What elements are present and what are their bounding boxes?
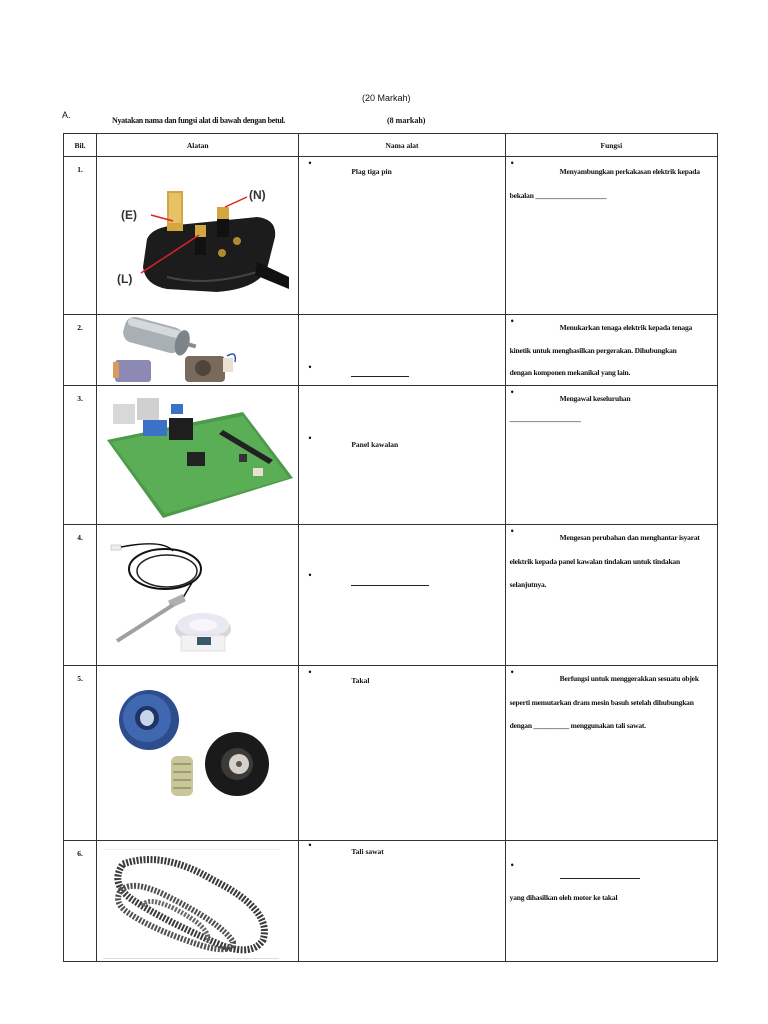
bullet-icon: • [510, 526, 514, 536]
bullet-icon: • [510, 158, 514, 168]
row-number: 1. [77, 165, 83, 174]
tool-name: Panel kawalan [351, 440, 399, 449]
function-text-line: ____________________ [509, 414, 581, 423]
row-number: 6. [77, 849, 83, 858]
table-row [64, 386, 718, 525]
function-text-line: Menyambungkan perkakasan elektrik kepada [559, 167, 700, 176]
function-text-line: kinetik untuk menghasilkan pergerakan. Dihubungkan [509, 346, 677, 355]
function-text-line: Mengesan perubahan dan menghantar isyarat [559, 533, 700, 542]
bullet-icon: • [308, 158, 312, 168]
electric-motors-image [103, 316, 253, 384]
function-text-line: elektrik kepada panel kawalan tindakan untuk tindakan [509, 557, 680, 566]
function-text-line: bekalan ____________________ [509, 191, 607, 200]
table-row [64, 525, 718, 666]
control-panel-pcb-image [103, 390, 293, 520]
tool-name: Takal [351, 676, 370, 685]
function-text-line: dengan __________ menggunakan tali sawat. [509, 721, 646, 730]
section-marks: (8 markah) [387, 116, 426, 125]
function-text-line: Menukarkan tenaga elektrik kepada tenaga [559, 323, 693, 332]
column-header-bil: Bil. [64, 134, 97, 157]
question-table [63, 133, 718, 962]
bullet-icon: • [510, 316, 514, 326]
three-pin-plug-image [107, 177, 289, 307]
column-header-fungsi: Fungsi [505, 134, 717, 157]
column-header-alatan: Alatan [97, 134, 299, 157]
answer-blank[interactable] [351, 376, 409, 377]
row-number: 5. [77, 674, 83, 683]
bullet-icon: • [510, 387, 514, 397]
bullet-icon: • [308, 570, 312, 580]
table-row [64, 157, 718, 315]
section-label: A. [62, 110, 71, 120]
row-number: 4. [77, 533, 83, 542]
function-text-line: seperti memutarkan dram mesin basuh setelah dihubungkan [509, 698, 694, 707]
drive-belt-image [103, 849, 279, 959]
table-header-row [64, 134, 718, 157]
svg-text:(E): (E) [121, 208, 138, 222]
svg-text:(L): (L) [117, 272, 133, 286]
bullet-icon: • [308, 667, 312, 677]
total-marks: (20 Markah) [362, 93, 411, 103]
bullet-icon: • [308, 433, 312, 443]
function-text-line: Berfungsi untuk menggerakkan sesuatu objek [559, 674, 699, 683]
svg-text:(N): (N) [249, 188, 266, 202]
bullet-icon: • [510, 860, 514, 870]
tool-name: Tali sawat [351, 847, 384, 856]
bullet-icon: • [308, 840, 312, 850]
function-text-line: selanjutnya. [509, 580, 547, 589]
bullet-icon: • [308, 362, 312, 372]
table-row [64, 315, 718, 386]
tool-name: Plag tiga pin [351, 167, 392, 176]
answer-blank[interactable] [560, 878, 640, 879]
function-text-line: dengan komponen mekanikal yang lain. [509, 368, 631, 377]
table-row [64, 841, 718, 962]
row-number: 2. [77, 323, 83, 332]
answer-blank[interactable] [351, 585, 429, 586]
column-header-nama: Nama alat [299, 134, 505, 157]
function-text-line: Mengawal keseluruhan [559, 394, 631, 403]
row-number: 3. [77, 394, 83, 403]
table-row [64, 666, 718, 841]
sensors-image [103, 531, 243, 663]
pulleys-image [107, 686, 277, 806]
instruction-text: Nyatakan nama dan fungsi alat di bawah dengan betul. [112, 116, 286, 125]
function-text-line: yang dihasilkan oleh motor ke takal [509, 893, 618, 902]
bullet-icon: • [510, 667, 514, 677]
